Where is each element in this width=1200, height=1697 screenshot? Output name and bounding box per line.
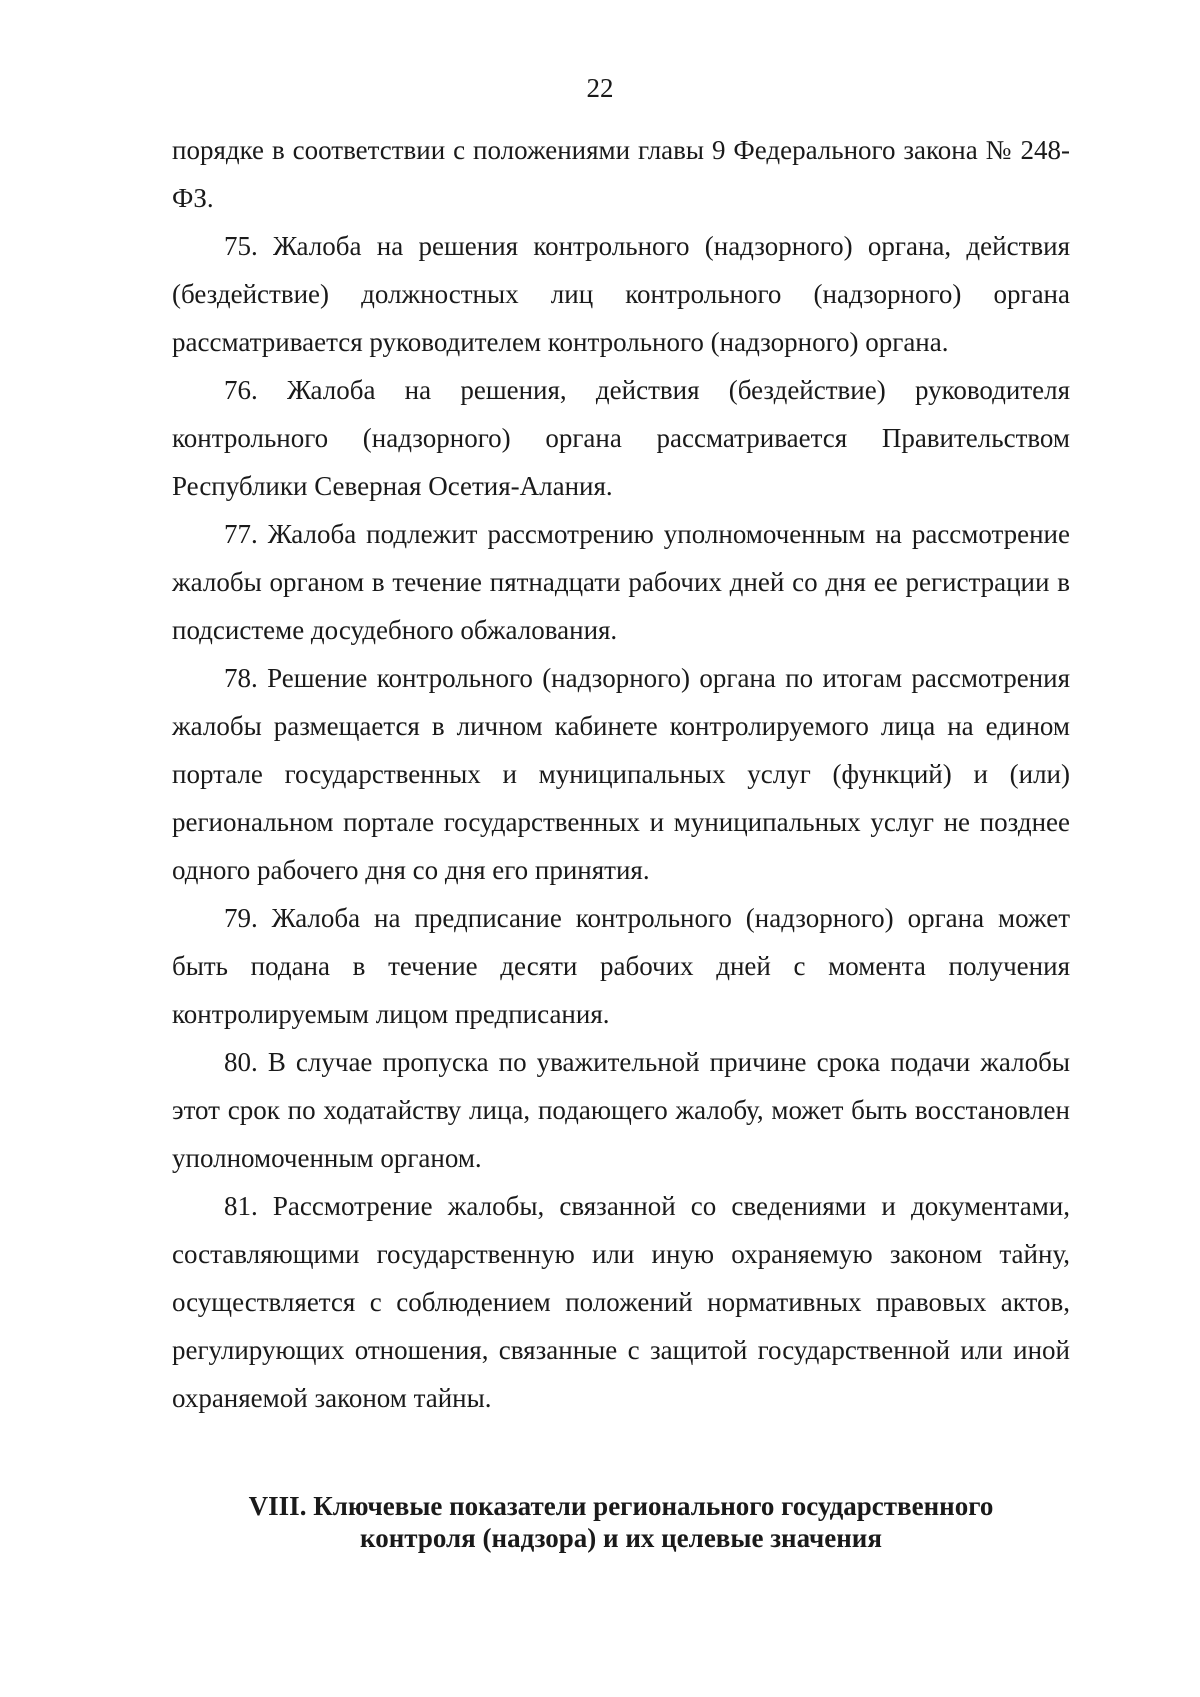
paragraph-80: 80. В случае пропуска по уважительной причине срока подачи жалобы этот срок по ходатайству лица, подающего жалобу, может быть восстановлен уполномоченным органом. (172, 1047, 1070, 1173)
paragraph-76: 76. Жалоба на решения, действия (бездействие) руководителя контрольного (надзорного) органа рассматривается Правительством Республики Северная Осетия-Алания. (172, 375, 1070, 501)
section-heading (172, 1490, 1070, 1554)
section-heading-line-1: VIII. Ключевые показатели регионального государственного (248, 1491, 994, 1521)
paragraph-77: 77. Жалоба подлежит рассмотрению уполномоченным на рассмотрение жалобы органом в течение пятнадцати рабочих дней со дня ее регистрации в подсистеме досудебного обжалования. (172, 519, 1070, 645)
section-heading-line-2: контроля (надзора) и их целевые значения (360, 1523, 882, 1553)
document-body (172, 126, 1070, 1422)
paragraph-78: 78. Решение контрольного (надзорного) органа по итогам рассмотрения жалобы размещается в личном кабинете контролируемого лица на едином портале государственных и муниципальных услуг (функций) и (или) региональном портале государственных и муниципальных услуг не позднее одного рабочего дня со дня его принятия. (172, 663, 1070, 885)
page-number: 22 (586, 73, 614, 103)
paragraph-75: 75. Жалоба на решения контрольного (надзорного) органа, действия (бездействие) должностных лиц контрольного (надзорного) органа рассматривается руководителем контрольного (надзорного) органа. (172, 231, 1070, 357)
paragraph-continuation: порядке в соответствии с положениями главы 9 Федерального закона № 248-ФЗ. (172, 135, 1070, 213)
paragraph-79: 79. Жалоба на предписание контрольного (надзорного) органа может быть подана в течение десяти рабочих дней с момента получения контролируемым лицом предписания. (172, 903, 1070, 1029)
paragraph-81: 81. Рассмотрение жалобы, связанной со сведениями и документами, составляющими государственную или иную охраняемую законом тайну, осуществляется с соблюдением положений нормативных правовых актов, регулирующих отношения, связанные с защитой государственной или иной охраняемой законом тайны. (172, 1191, 1070, 1413)
